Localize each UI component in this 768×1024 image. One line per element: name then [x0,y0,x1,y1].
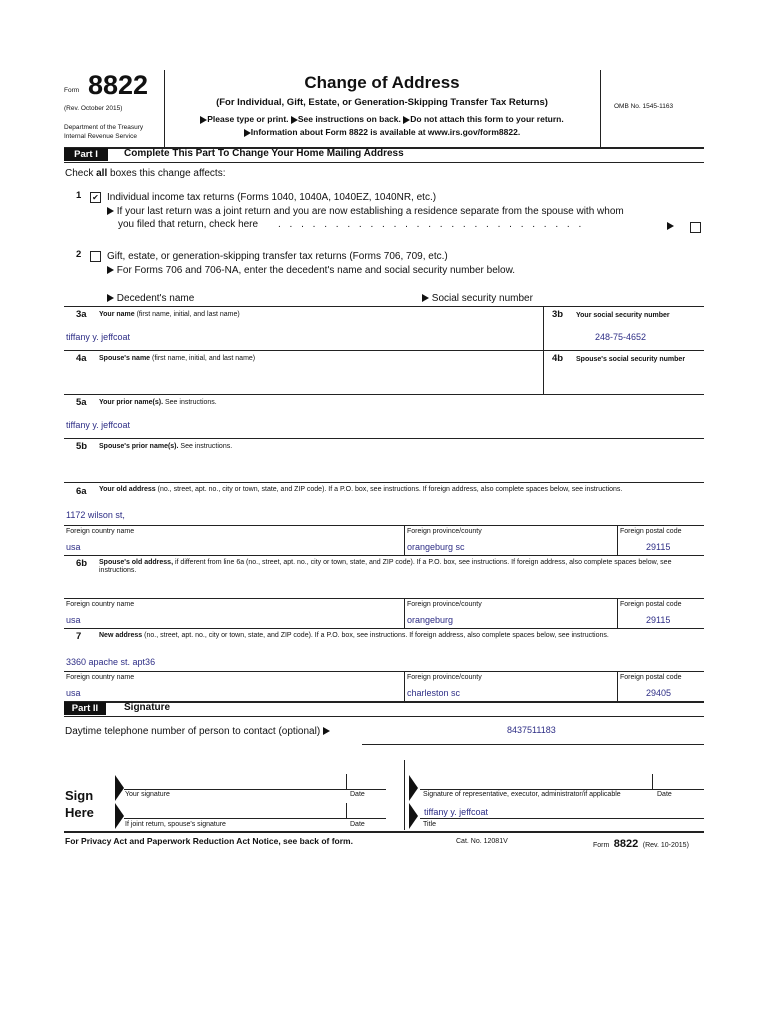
date-label: Date [350,821,365,828]
info-line [164,127,600,137]
prior-name-field[interactable]: tiffany y. jeffcoat [66,420,131,430]
line6b-rule [64,555,704,556]
arrow-icon [107,266,114,274]
phone-label: Daytime telephone number of person to contact (optional) [65,726,330,737]
decedent-ssn-label: Social security number [422,293,533,304]
foreign-postal-label: Foreign postal code [620,528,682,535]
your-ssn-label: Your social security number [576,312,670,319]
sign-here [65,787,94,821]
foreign-row3-top [64,671,704,672]
part2-title: Signature [124,702,171,713]
sign-arrow-icon [409,803,418,829]
foreign-postal-label: Foreign postal code [620,674,682,681]
new-address-field[interactable]: 3360 apache st. apt36 [66,657,156,667]
spouse-old-postal-field[interactable]: 29115 [646,615,671,625]
foreign-country-label: Foreign country name [66,674,135,681]
spouse-old-address-label: Spouse's old address, if different from line 6a (no., street, apt. no., city or town, state, and ZIP code). If a P.O. box, see instructions. If foreign address, also complete spaces below, see instructions. [99,559,672,574]
foreign-province-label: Foreign province/county [407,528,482,535]
foreign-row3-div2 [617,671,618,701]
line7-number: 7 [76,631,82,642]
phone-underline [362,744,704,745]
foreign-row3-div1 [404,671,405,701]
line4a-number: 4a [76,353,87,364]
spouse-old-country-field[interactable]: usa [66,615,81,625]
spouse-ssn-label: Spouse's social security number [576,356,686,363]
old-province-field[interactable]: orangeburg sc [407,542,465,552]
line5a-rule [64,394,704,395]
line5a-number: 5a [76,397,87,408]
line6b-number: 6b [76,558,88,569]
new-province-field[interactable]: charleston sc [407,688,461,698]
rep-signature-label: Signature of representative, executor, administrator/if applicable [423,791,621,798]
your-name-field[interactable]: tiffany y. jeffcoat [66,332,131,342]
spouse-name-label: Spouse's name (first name, initial, and last name) [99,355,256,362]
arrow-icon [323,727,330,735]
line2-text: Gift, estate, or generation-skipping transfer tax returns (Forms 706, 709, etc.) [107,251,448,262]
sign-word: Sign [65,788,94,803]
header-divider-right [600,70,601,148]
line4-rule [64,350,704,351]
form-subtitle: (For Individual, Gift, Estate, or Generation-Skipping Transfer Tax Returns) [216,97,548,108]
sign-arrow-icon [115,803,124,829]
foreign-row1-div2 [617,525,618,555]
foreign-row2-top [64,598,704,599]
foreign-row2-div2 [617,598,618,628]
date-label: Date [657,791,672,798]
catalog-number: Cat. No. 12081V [456,838,508,845]
spouse-old-province-field[interactable]: orangeburg [407,615,454,625]
signature-column-divider [404,760,405,830]
dot-leaders: . . . . . . . . . . . . . . . . . . . . . . . . . . . [278,219,585,230]
foreign-row1-div1 [404,525,405,555]
title-label: Title [423,821,436,828]
line7-rule [64,628,704,629]
instruction-website: Information about Form 8822 is available at www.irs.gov/form8822. [250,127,521,137]
your-name-label: Your name (first name, initial, and last name) [99,311,240,318]
arrow-icon [244,129,251,137]
arrow-icon [107,207,114,215]
line3-rule [64,306,704,307]
foreign-country-label: Foreign country name [66,601,135,608]
line1-sub2: you filed that return, check here [118,219,259,230]
new-postal-field[interactable]: 29405 [646,688,672,698]
date-label: Date [350,791,365,798]
phone-field[interactable]: 8437511183 [507,725,556,735]
foreign-postal-label: Foreign postal code [620,601,682,608]
form-number: 8822 [88,70,149,100]
spouse-signature-line[interactable] [124,818,386,819]
instruction-back: See instructions on back. [297,114,401,124]
check-instruction: Check all boxes this change affects: [65,168,226,179]
line2-checkbox[interactable] [90,251,101,262]
here-word: Here [65,805,94,820]
decedent-name-label: Decedent's name [107,293,194,304]
line5b-rule [64,438,704,439]
new-address-label: New address (no., street, apt. no., city or town, state, and ZIP code). If a P.O. box, see instructions. If foreign address, also complete spaces below, see instructions. [99,632,609,639]
line3a-number: 3a [76,309,87,320]
form-title: Change of Address [304,73,460,92]
line2-number: 2 [76,249,82,260]
arrow-icon [291,116,298,124]
arrow-icon [667,222,674,230]
joint-return-checkbox[interactable] [690,222,701,233]
old-address-label: Your old address (no., street, apt. no., city or town, state, and ZIP code). If a P.O. box, see instructions. If foreign address, also complete spaces below, see instructions. [99,486,623,493]
spouse-prior-name-label: Spouse's prior name(s). See instructions. [99,443,233,450]
line1-text: Individual income tax returns (Forms 1040, 1040A, 1040EZ, 1040NR, etc.) [107,192,437,203]
new-country-field[interactable]: usa [66,688,81,698]
line1-sub1: If your last return was a joint return and you are now establishing a residence separate from the spouse with whom [107,206,624,217]
old-address-field[interactable]: 1172 wilson st, [66,510,125,520]
instructions-line [164,114,600,124]
line1-number: 1 [76,190,82,201]
instruction-attach: Do not attach this form to your return. [410,114,564,124]
line2-sub: For Forms 706 and 706-NA, enter the decedent's name and social security number below. [107,265,515,276]
revision-date: (Rev. October 2015) [64,105,123,112]
rep-name-field[interactable]: tiffany y. jeffcoat [424,807,489,817]
spouse-signature-label: If joint return, spouse's signature [125,821,226,828]
footer-form-id [593,834,689,852]
old-postal-field[interactable]: 29115 [646,542,671,552]
your-signature-label: Your signature [125,791,170,798]
department: Department of the Treasury [64,124,144,131]
arrow-icon [422,294,429,302]
part1-title: Complete This Part To Change Your Home Mailing Address [124,148,404,159]
date-tick [346,774,347,789]
your-ssn-field[interactable]: 248-75-4652 [595,332,647,342]
part1-title-rule [64,162,704,163]
line6a-number: 6a [76,486,87,497]
arrow-icon [107,294,114,302]
line6a-rule [64,482,704,483]
your-signature-line[interactable] [124,789,386,790]
title-line[interactable] [420,818,704,819]
sign-arrow-icon [115,775,124,801]
part1-tag: Part I [64,148,108,161]
foreign-row2-div1 [404,598,405,628]
line5b-number: 5b [76,441,88,452]
foreign-row1-top [64,525,704,526]
line3b-number: 3b [552,309,564,320]
date-tick [652,774,653,789]
foreign-country-label: Foreign country name [66,528,135,535]
footer-rule [64,831,704,833]
foreign-province-label: Foreign province/county [407,601,482,608]
part2-tag: Part II [64,702,106,715]
line1-checkbox[interactable]: ✔ [90,192,101,203]
instruction-print: Please type or print. [207,114,289,124]
part2-title-rule [64,716,704,717]
footer-revision: (Rev. 10-2015) [642,842,689,849]
foreign-province-label: Foreign province/county [407,674,482,681]
prior-name-label: Your prior name(s). See instructions. [99,399,217,406]
footer-form-label: Form [593,842,610,849]
omb-number: OMB No. 1545-1163 [614,103,674,110]
form-label: Form [64,87,80,94]
old-country-field[interactable]: usa [66,542,81,552]
line4b-number: 4b [552,353,564,364]
footer-form-number: 8822 [613,838,639,850]
rep-signature-line[interactable] [420,789,704,790]
date-tick [346,803,347,818]
privacy-notice: For Privacy Act and Paperwork Reduction Act Notice, see back of form. [65,836,353,846]
sign-arrow-icon [409,775,418,801]
agency: Internal Revenue Service [64,133,137,140]
